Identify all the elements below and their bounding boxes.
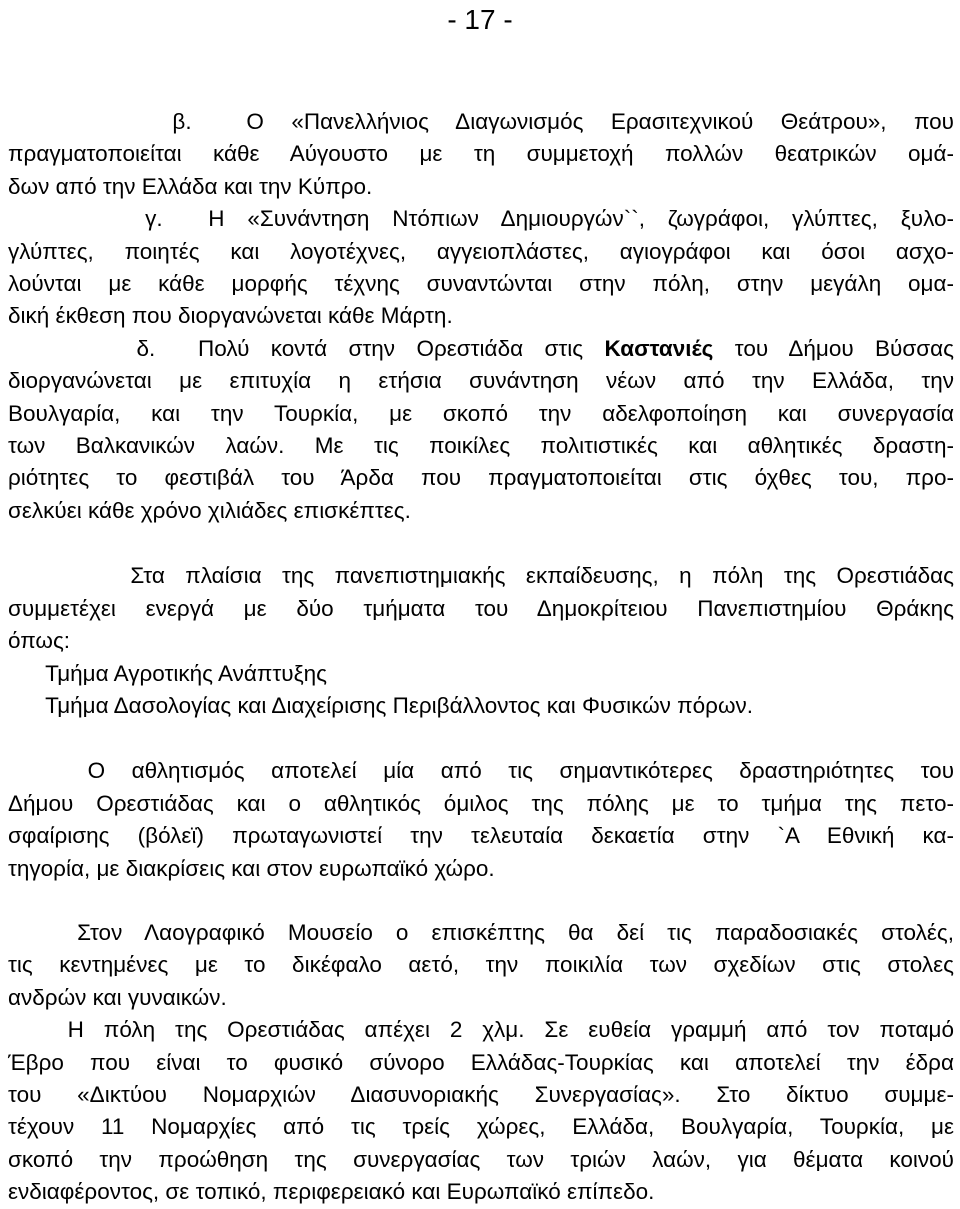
text-line: σφαίρισης (βόλεϊ) πρωταγωνιστεί την τελευταία δεκαετία στην `Α Εθνική κα- bbox=[8, 823, 954, 849]
text-line: δική έκθεση που διοργανώνεται κάθε Μάρτη. bbox=[8, 303, 453, 329]
text-line: τέχουν 11 Νομαρχίες από τις τρείς χώρες, Ελλάδα, Βουλγαρία, Τουρκία, με bbox=[8, 1114, 954, 1140]
text-line: σελκύει κάθε χρόνο χιλιάδες επισκέπτες. bbox=[8, 497, 411, 523]
text-line: όπως: bbox=[8, 628, 71, 654]
text-line: Βουλγαρία, και την Τουρκία, με σκοπό την αδελφοποίηση και συνεργασία bbox=[8, 400, 954, 426]
list-item: Τμήμα Δασολογίας και Διαχείρισης Περιβάλλοντος και Φυσικών πόρων. bbox=[8, 692, 754, 718]
text-line: Η πόλη της Ορεστιάδας απέχει 2 χλμ. Σε ευθεία γραμμή από τον ποταμό bbox=[8, 1017, 954, 1043]
text-line: Στον Λαογραφικό Μουσείο ο επισκέπτης θα δεί τις παραδοσιακές στολές, bbox=[8, 919, 954, 945]
text-line: Στα πλαίσια της πανεπιστημιακής εκπαίδευσης, η πόλη της Ορεστιάδας bbox=[8, 563, 954, 589]
text-line: γλύπτες, ποιητές και λογοτέχνες, αγγειοπλάστες, αγιογράφοι και όσοι ασχο- bbox=[8, 238, 954, 264]
paragraph-sports bbox=[8, 755, 954, 885]
paragraph-delta bbox=[8, 333, 954, 527]
text-line: β. Ο «Πανελλήνιος Διαγωνισμός Ερασιτεχνικού Θεάτρου», που bbox=[8, 109, 954, 134]
paragraph-museum bbox=[8, 917, 954, 1014]
text-line: σκοπό την προώθηση της συνεργασίας των τριών λαών, για θέματα κοινού bbox=[8, 1146, 954, 1172]
text-line: συμμετέχει ενεργά με δύο τμήματα του Δημοκρίτειου Πανεπιστημίου Θράκης bbox=[8, 595, 954, 621]
text-line: Έβρο που είναι το φυσικό σύνορο Ελλάδας-Τουρκίας και αποτελεί την έδρα bbox=[8, 1049, 954, 1075]
page-number: - 17 - bbox=[447, 4, 513, 35]
text-line: τις κεντημένες με το δικέφαλο αετό, την ποικιλία των σχεδίων στις στολες bbox=[8, 952, 954, 978]
text-line: ριότητες το φεστιβάλ του Άρδα που πραγματοποιείται στις όχθες του, προ- bbox=[8, 465, 954, 491]
text-line bbox=[8, 333, 954, 365]
text-line: τηγορία, με διακρίσεις και στον ευρωπαϊκό χώρο. bbox=[8, 855, 495, 881]
text-line: διοργανώνεται με επιτυχία η ετήσια συνάντηση νέων από την Ελλάδα, την bbox=[8, 368, 954, 394]
text-line: πραγματοποιείται κάθε Αύγουστο με τη συμμετοχή πολλών θεατρικών ομά- bbox=[8, 141, 954, 167]
text-line: Ο αθλητισμός αποτελεί μία από τις σημαντικότερες δραστηριότητες του bbox=[8, 758, 954, 784]
text-segment: του Δήμου Βύσσας bbox=[713, 335, 954, 361]
paragraph-beta bbox=[8, 106, 954, 203]
list-item: Τμήμα Αγροτικής Ανάπτυξης bbox=[8, 660, 328, 686]
text-line: ανδρών και γυναικών. bbox=[8, 984, 227, 1010]
bold-place-name: Καστανιές bbox=[604, 335, 714, 361]
text-line: λούνται με κάθε μορφής τέχνης συναντώνται στην πόλη, στην μεγάλη ομα- bbox=[8, 271, 954, 297]
document-body bbox=[8, 106, 954, 1209]
text-line: του «Δικτύου Νομαρχιών Διασυνοριακής Συνεργασίας». Στο δίκτυο συμμε- bbox=[8, 1081, 954, 1107]
text-line: δων από την Ελλάδα και την Κύπρο. bbox=[8, 173, 373, 199]
text-segment: δ. Πολύ κοντά στην Ορεστιάδα στις bbox=[8, 335, 605, 361]
paragraph-location bbox=[8, 1014, 954, 1208]
text-line: ενδιαφέροντος, σε τοπικό, περιφερειακό και Ευρωπαϊκό επίπεδο. bbox=[8, 1179, 655, 1205]
paragraph-gamma bbox=[8, 203, 954, 333]
text-line: Δήμου Ορεστιάδας και ο αθλητικός όμιλος της πόλης με το τμήμα της πετο- bbox=[8, 790, 954, 816]
text-line: των Βαλκανικών λαών. Με τις ποικίλες πολιτιστικές και αθλητικές δραστη- bbox=[8, 433, 954, 459]
text-line: γ. Η «Συνάντηση Ντόπιων Δημιουργών``, ζωγράφοι, γλύπτες, ξυλο- bbox=[8, 206, 954, 232]
paragraph-university bbox=[8, 560, 954, 722]
